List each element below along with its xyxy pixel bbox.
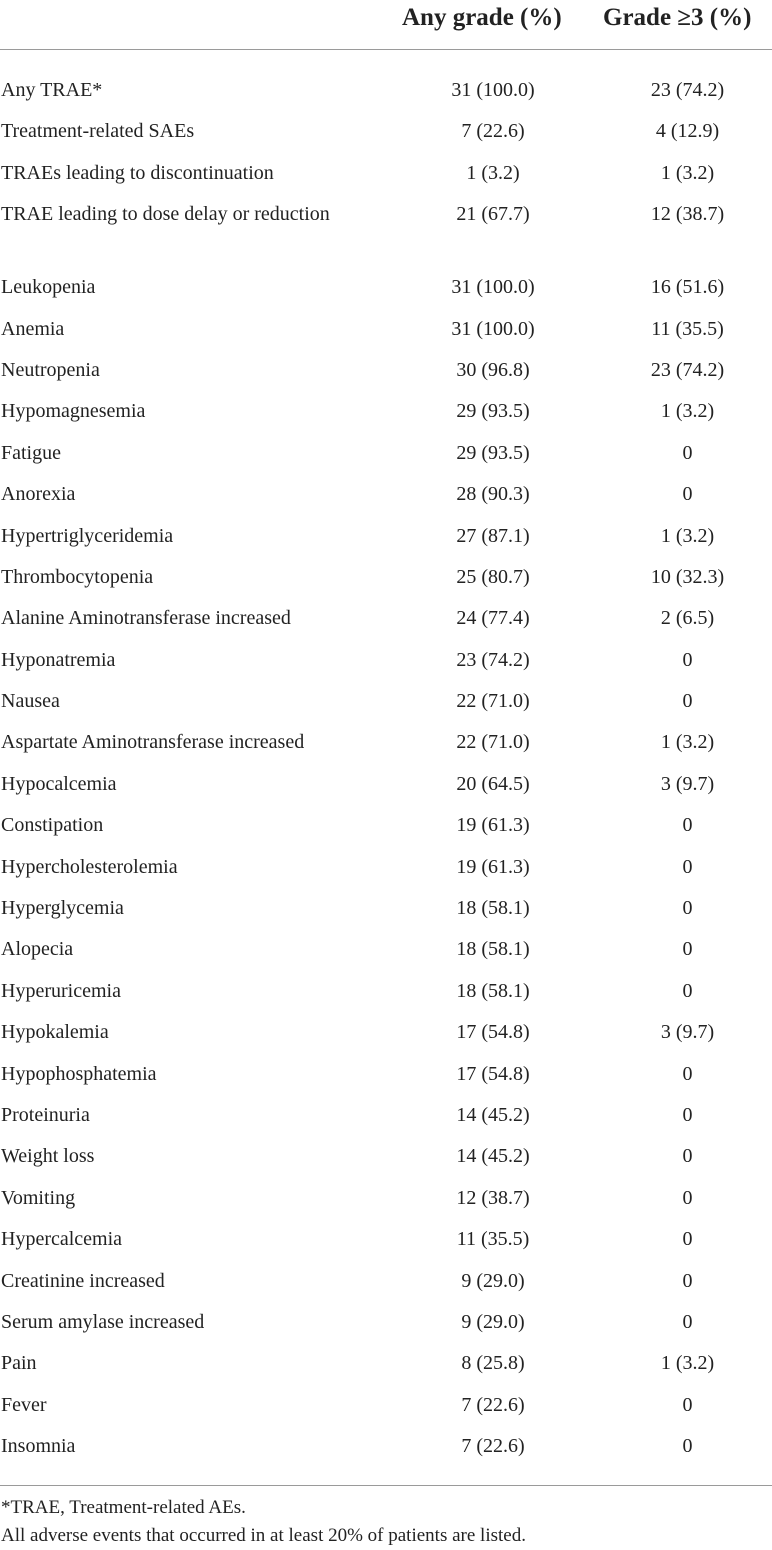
row-label: Thrombocytopenia xyxy=(1,565,154,588)
cell-any-grade: 7 (22.6) xyxy=(461,1435,525,1458)
cell-any-grade: 24 (77.4) xyxy=(456,607,530,630)
footnotes xyxy=(1,1494,771,1550)
table-body xyxy=(0,67,772,1465)
cell-any-grade: 12 (38.7) xyxy=(456,1186,530,1209)
cell-grade-3: 3 (9.7) xyxy=(660,1021,715,1044)
cell-grade-3: 0 xyxy=(682,690,693,713)
cell-grade-3: 0 xyxy=(682,1228,693,1251)
cell-grade-3: 1 (3.2) xyxy=(660,1352,715,1375)
cell-grade-3: 0 xyxy=(682,1435,693,1458)
table-row xyxy=(0,968,772,1009)
table-row xyxy=(0,1051,772,1092)
row-label: Fatigue xyxy=(1,441,61,464)
cell-grade-3: 0 xyxy=(682,1145,693,1168)
cell-any-grade: 23 (74.2) xyxy=(456,648,530,671)
header-divider xyxy=(0,49,772,50)
row-label: Weight loss xyxy=(1,1145,95,1168)
cell-any-grade: 31 (100.0) xyxy=(451,79,535,101)
table-row xyxy=(0,1216,772,1257)
cell-any-grade: 17 (54.8) xyxy=(456,1062,530,1085)
row-label: Treatment-related SAEs xyxy=(1,120,195,143)
table-row xyxy=(0,1299,772,1340)
table-row xyxy=(0,926,772,967)
table-row xyxy=(0,430,772,471)
table-row xyxy=(0,150,772,191)
cell-grade-3: 0 xyxy=(682,648,693,671)
row-label: Anemia xyxy=(1,317,65,340)
row-label: Leukopenia xyxy=(1,276,96,299)
column-header-any-grade: Any grade (%) xyxy=(402,4,562,31)
cell-any-grade: 29 (93.5) xyxy=(456,441,530,464)
row-label: Aspartate Aminotransferase increased xyxy=(1,731,305,754)
cell-any-grade: 14 (45.2) xyxy=(456,1103,530,1126)
row-label: Hypercholesterolemia xyxy=(1,855,178,878)
row-label: Hyperglycemia xyxy=(1,897,124,920)
footer-divider xyxy=(0,1485,772,1486)
cell-grade-3: 0 xyxy=(682,1186,693,1209)
row-label: Constipation xyxy=(1,814,104,837)
row-label: Alanine Aminotransferase increased xyxy=(1,607,291,630)
table-row xyxy=(0,264,772,305)
table-row xyxy=(0,1009,772,1050)
cell-grade-3: 12 (38.7) xyxy=(650,203,725,226)
row-label: Anorexia xyxy=(1,483,76,506)
row-label: Hypercalcemia xyxy=(1,1228,123,1251)
table-header xyxy=(0,0,772,46)
table-row xyxy=(0,108,772,149)
cell-grade-3: 1 (3.2) xyxy=(660,524,715,547)
row-label: Hypomagnesemia xyxy=(1,400,146,423)
cell-any-grade: 31 (100.0) xyxy=(451,317,535,340)
cell-grade-3: 0 xyxy=(682,814,693,837)
cell-any-grade: 1 (3.2) xyxy=(466,161,520,184)
column-header-grade-3: Grade ≥3 (%) xyxy=(603,4,752,31)
row-label: TRAE leading to dose delay or reduction xyxy=(1,203,330,226)
cell-any-grade: 22 (71.0) xyxy=(456,731,530,754)
table-row xyxy=(0,678,772,719)
row-label: Pain xyxy=(1,1352,37,1375)
cell-any-grade: 18 (58.1) xyxy=(456,897,530,920)
table-row xyxy=(0,471,772,512)
table-row xyxy=(0,513,772,554)
row-label: Alopecia xyxy=(1,938,74,961)
table-row xyxy=(0,637,772,678)
cell-any-grade: 29 (93.5) xyxy=(456,400,530,423)
cell-grade-3: 0 xyxy=(682,1269,693,1292)
table-row xyxy=(0,554,772,595)
cell-grade-3: 23 (74.2) xyxy=(650,79,725,101)
cell-any-grade: 31 (100.0) xyxy=(451,276,535,299)
row-label: Nausea xyxy=(1,690,60,713)
cell-any-grade: 20 (64.5) xyxy=(456,772,530,795)
row-label: Vomiting xyxy=(1,1186,76,1209)
cell-any-grade: 14 (45.2) xyxy=(456,1145,530,1168)
row-label: Neutropenia xyxy=(1,358,100,381)
cell-grade-3: 0 xyxy=(682,483,693,506)
cell-grade-3: 10 (32.3) xyxy=(650,565,725,588)
cell-any-grade: 19 (61.3) xyxy=(456,855,530,878)
table-row xyxy=(0,1175,772,1216)
cell-grade-3: 0 xyxy=(682,1062,693,1085)
row-label: TRAEs leading to discontinuation xyxy=(1,161,274,184)
row-label: Hypokalemia xyxy=(1,1021,109,1044)
table-row xyxy=(0,1092,772,1133)
cell-any-grade: 18 (58.1) xyxy=(456,938,530,961)
footnote-abbreviation: *TRAE, Treatment-related AEs. xyxy=(1,1497,246,1518)
table-row xyxy=(0,191,772,264)
cell-grade-3: 23 (74.2) xyxy=(650,358,725,381)
cell-any-grade: 8 (25.8) xyxy=(461,1352,525,1375)
cell-grade-3: 11 (35.5) xyxy=(651,317,724,340)
cell-grade-3: 0 xyxy=(682,1103,693,1126)
cell-grade-3: 0 xyxy=(682,979,693,1002)
cell-any-grade: 22 (71.0) xyxy=(456,690,530,713)
row-label: Any TRAE* xyxy=(1,79,103,101)
row-label: Hypophosphatemia xyxy=(1,1062,157,1085)
table-row xyxy=(0,1382,772,1423)
cell-grade-3: 0 xyxy=(682,938,693,961)
table-row xyxy=(0,1258,772,1299)
table-row xyxy=(0,388,772,429)
cell-grade-3: 0 xyxy=(682,1310,693,1333)
cell-any-grade: 7 (22.6) xyxy=(461,120,525,143)
cell-any-grade: 11 (35.5) xyxy=(456,1228,530,1251)
table-row xyxy=(0,802,772,843)
cell-grade-3: 1 (3.2) xyxy=(660,400,715,423)
table-row xyxy=(0,1340,772,1381)
cell-grade-3: 16 (51.6) xyxy=(650,276,725,299)
cell-any-grade: 27 (87.1) xyxy=(456,524,530,547)
table-row xyxy=(0,885,772,926)
row-label: Fever xyxy=(1,1393,47,1416)
cell-any-grade: 18 (58.1) xyxy=(456,979,530,1002)
row-label: Insomnia xyxy=(1,1435,76,1458)
cell-grade-3: 0 xyxy=(682,441,693,464)
cell-grade-3: 0 xyxy=(682,1393,693,1416)
footnote-inclusion: All adverse events that occurred in at least 20% of patients are listed. xyxy=(1,1525,526,1546)
row-label: Hypertriglyceridemia xyxy=(1,524,174,547)
table-row xyxy=(0,1423,772,1464)
cell-any-grade: 30 (96.8) xyxy=(456,358,530,381)
table-row xyxy=(0,719,772,760)
cell-any-grade: 28 (90.3) xyxy=(456,483,530,506)
cell-any-grade: 7 (22.6) xyxy=(461,1393,525,1416)
cell-any-grade: 19 (61.3) xyxy=(456,814,530,837)
cell-any-grade: 21 (67.7) xyxy=(456,203,530,226)
cell-grade-3: 3 (9.7) xyxy=(660,772,715,795)
table-row xyxy=(0,761,772,802)
cell-grade-3: 0 xyxy=(682,897,693,920)
row-label: Proteinuria xyxy=(1,1103,90,1126)
cell-grade-3: 1 (3.2) xyxy=(660,161,715,184)
cell-grade-3: 1 (3.2) xyxy=(660,731,715,754)
row-label: Hyperuricemia xyxy=(1,979,121,1002)
cell-any-grade: 17 (54.8) xyxy=(456,1021,530,1044)
table-row xyxy=(0,67,772,108)
cell-any-grade: 9 (29.0) xyxy=(461,1310,525,1333)
cell-grade-3: 4 (12.9) xyxy=(655,120,720,143)
row-label: Serum amylase increased xyxy=(1,1310,205,1333)
cell-any-grade: 25 (80.7) xyxy=(456,565,530,588)
table-row xyxy=(0,595,772,636)
table-row xyxy=(0,347,772,388)
row-label: Hypocalcemia xyxy=(1,772,117,795)
table-row xyxy=(0,1133,772,1174)
cell-grade-3: 0 xyxy=(682,855,693,878)
table-row xyxy=(0,306,772,347)
row-label: Creatinine increased xyxy=(1,1269,165,1292)
cell-grade-3: 2 (6.5) xyxy=(660,607,715,630)
table-row xyxy=(0,844,772,885)
row-label: Hyponatremia xyxy=(1,648,116,671)
cell-any-grade: 9 (29.0) xyxy=(461,1269,525,1292)
